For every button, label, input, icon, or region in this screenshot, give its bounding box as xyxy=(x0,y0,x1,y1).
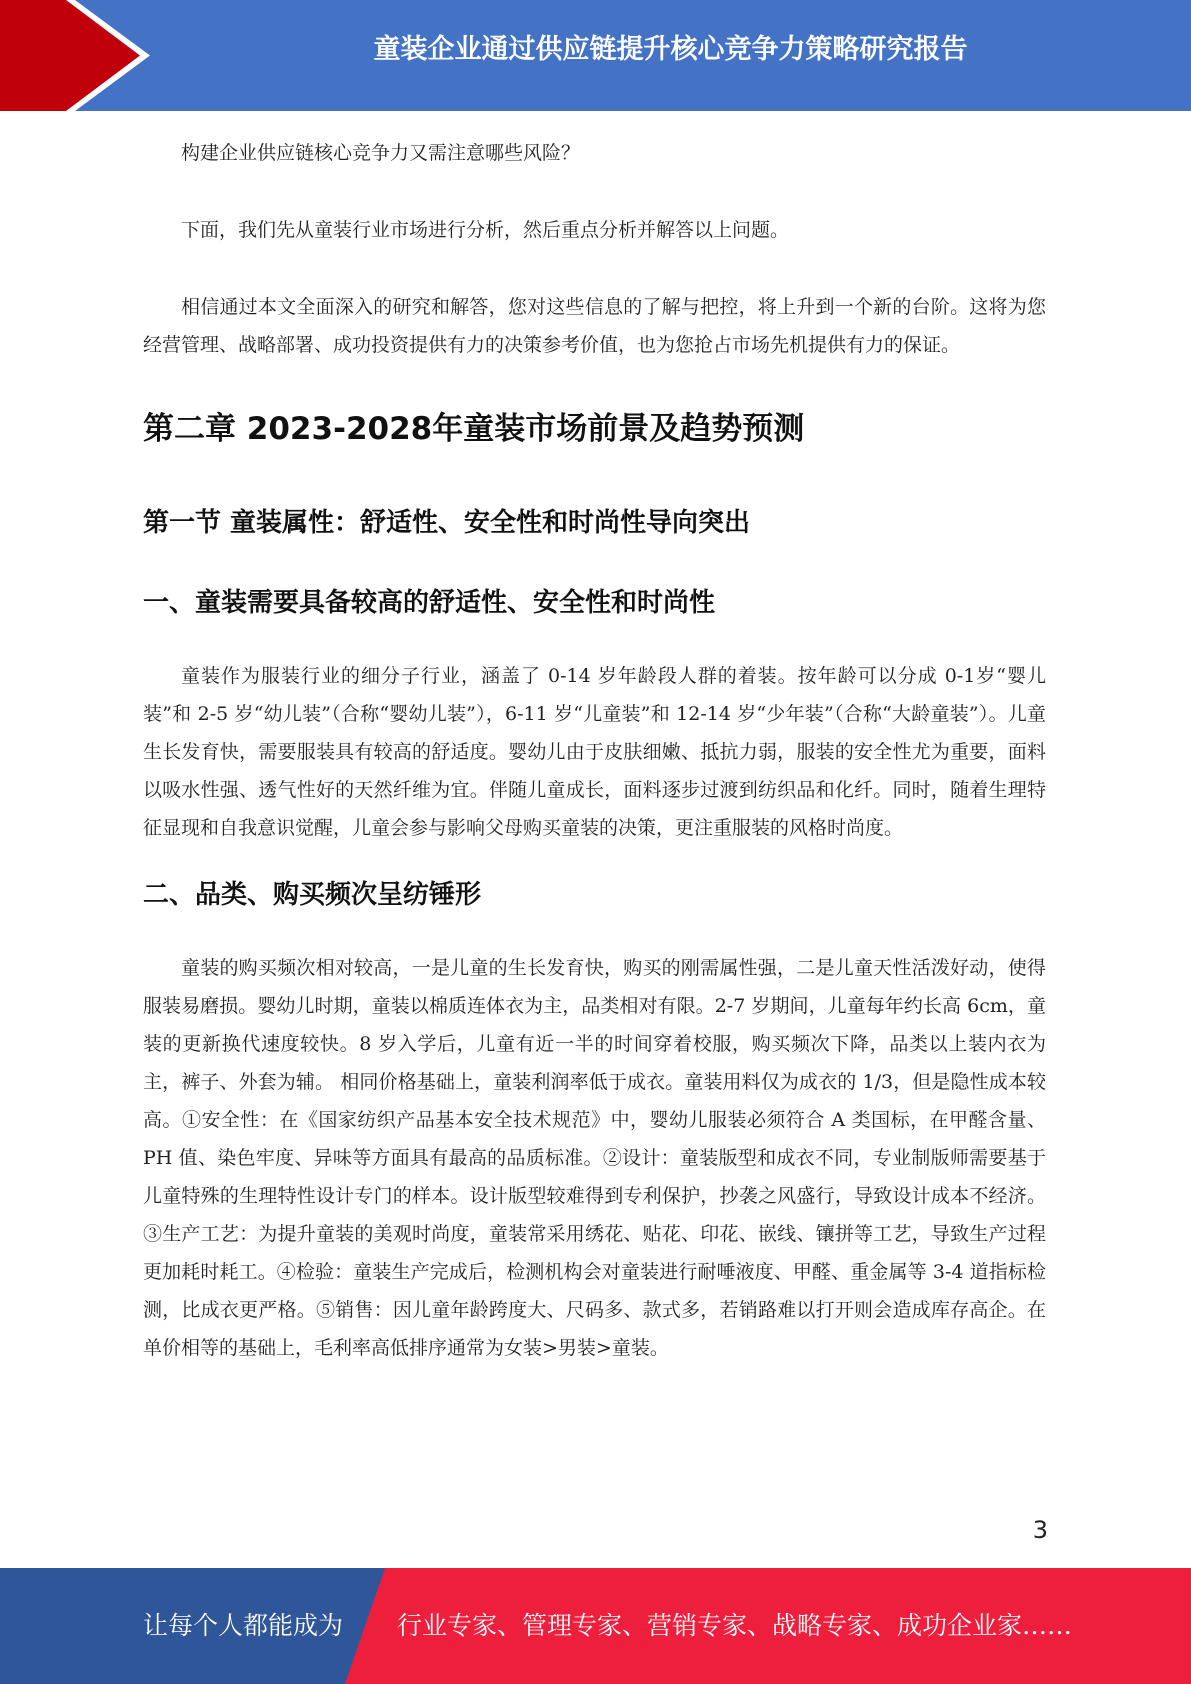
paragraph-risk-question: 构建企业供应链核心竞争力又需注意哪些风险？ xyxy=(181,142,581,164)
chapter-title: 第二章 2023-2028年童装市场前景及趋势预测 xyxy=(143,411,805,447)
paragraph-kidswear-attributes: 童装作为服装行业的细分子行业，涵盖了 0-14 岁年龄段人群的着装。按年龄可以分成 0-1岁“婴儿装”和 2-5 岁“幼儿装”（合称“婴幼儿装”），6-11 岁“儿童装”和 12-14 岁“少年装”（合称“大龄童装”）。儿童生长发育快，需要服装具有较高的舒适度。婴幼儿由于皮肤细嫩、抵抗力弱，服装的安全性尤为重要，面料以吸水性强、透气性好的天然纤维为宜。伴随儿童成长，面料逐步过渡到纺织品和化纤。同时，随着生理特征显现和自我意识觉醒，儿童会参与影响父母购买童装的决策，更注重服装的风格时尚度。 xyxy=(143,665,1046,839)
footer-slogan-left: 让每个人都能成为 xyxy=(143,1611,344,1640)
subsection-title-comfort: 一、童装需要具备较高的舒适性、安全性和时尚性 xyxy=(143,588,716,618)
subsection-title-spindle: 二、品类、购买频次呈纺锤形 xyxy=(143,880,482,910)
paragraph-purchase-frequency: 童装的购买频次相对较高，一是儿童的生长发育快，购买的刚需属性强，二是儿童天性活泼好动，使得服装易磨损。婴幼儿时期，童装以棉质连体衣为主，品类相对有限。2-7 岁期间，儿童每年约长高 6cm，童装的更新换代速度较快。8 岁入学后，儿童有近一半的时间穿着校服，购买频次下降，品类以上装内衣为主，裤子、外套为辅。 相同价格基础上，童装利润率低于成衣。童装用料仅为成衣的 1/3，但是隐性成本较高。①安全性：在《国家纺织产品基本安全技术规范》中，婴幼儿服装必须符合 A 类国标，在甲醛含量、PH 值、染色牢度、异味等方面具有最高的品质标准。②设计：童装版型和成衣不同，专业制版师需要基于儿童特殊的生理特性设计专门的样本。设计版型较难得到专利保护，抄袭之风盛行，导致设计成本不经济。③生产工艺：为提升童装的美观时尚度，童装常采用绣花、贴花、印花、嵌线、镶拼等工艺，导致生产过程更加耗时耗工。④检验：童装生产完成后，检测机构会对童装进行耐唾液度、甲醛、重金属等 3-4 道指标检测，比成衣更严格。⑤销售：因儿童年龄跨度大、尺码多、款式多，若销路难以打开则会造成库存高企。在单价相等的基础上，毛利率高低排序通常为女装>男装>童装。 xyxy=(143,957,1046,1359)
section-title: 第一节 童装属性：舒适性、安全性和时尚性导向突出 xyxy=(143,508,751,538)
report-title: 童装企业通过供应链提升核心竞争力策略研究报告 xyxy=(373,34,968,65)
paragraph-intro: 下面，我们先从童装行业市场进行分析，然后重点分析并解答以上问题。 xyxy=(181,219,790,241)
footer-slogan-right: 行业专家、管理专家、营销专家、战略专家、成功企业家…… xyxy=(397,1611,1073,1640)
document-body xyxy=(143,134,1046,1367)
page-number: 3 xyxy=(1032,1516,1048,1544)
page-header xyxy=(0,0,1191,111)
page-footer xyxy=(0,1568,1191,1684)
paragraph-value: 相信通过本文全面深入的研究和解答，您对这些信息的了解与把控，将上升到一个新的台阶。这将为您经营管理、战略部署、成功投资提供有力的决策参考价值，也为您抢占市场先机提供有力的保证。 xyxy=(143,296,1046,356)
